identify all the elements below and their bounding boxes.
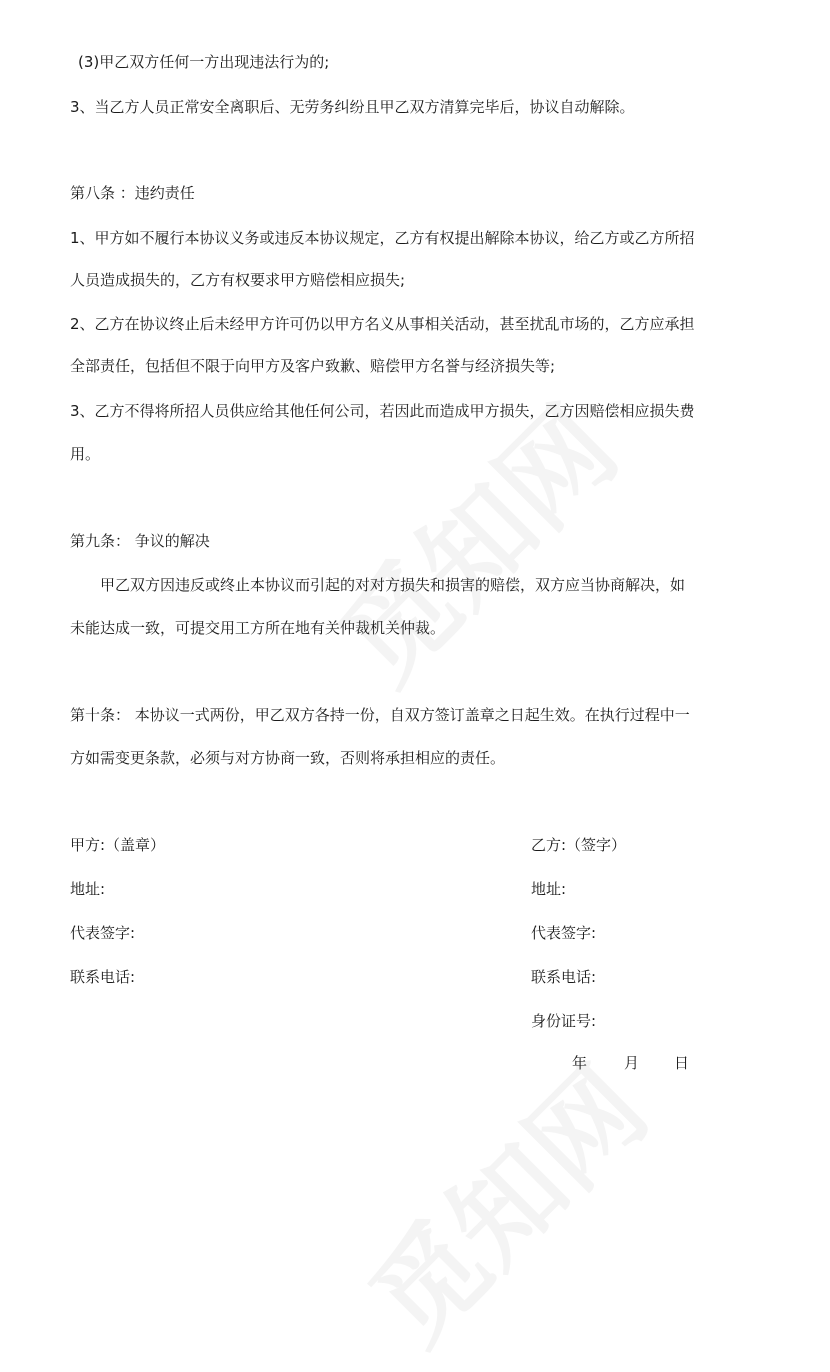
date-day: 日 <box>674 1054 690 1072</box>
clause8-title: 第八条 ：违约责任 <box>70 184 195 202</box>
signing-date <box>572 1052 702 1074</box>
clause8-item1-line1: 1、甲方如不履行本协议义务或违反本协议规定，乙方有权提出解除本协议，给乙方或乙方所招 <box>70 229 695 247</box>
party-b-id-number: 身份证号: <box>531 1012 597 1030</box>
clause9-title: 第九条： 争议的解决 <box>70 532 210 550</box>
clause8-item3-line1: 3、乙方不得将所招人员供应给其他任何公司，若因此而造成甲方损失，乙方因赔偿相应损失费 <box>70 402 695 420</box>
clause8-item2-line1: 2、乙方在协议终止后未经甲方许可仍以甲方名义从事相关活动，甚至扰乱市场的，乙方应承担 <box>70 315 695 333</box>
party-b-address: 地址: <box>531 880 567 898</box>
party-b-phone: 联系电话: <box>531 968 597 986</box>
watermark <box>330 1027 675 1372</box>
party-b-representative: 代表签字: <box>531 924 597 942</box>
party-a-representative: 代表签字: <box>70 924 136 942</box>
party-a-phone: 联系电话: <box>70 968 136 986</box>
clause10-line2: 方如需变更条款，必须与对方协商一致，否则将承担相应的责任。 <box>70 749 506 767</box>
clause10-line1: 第十条： 本协议一式两份，甲乙双方各持一份，自双方签订盖章之日起生效。在执行过程中一 <box>70 706 690 724</box>
clause8-item2-line2: 全部责任，包括但不限于向甲方及客户致歉、赔偿甲方名誉与经济损失等; <box>70 357 556 375</box>
clause7-item3-sub: (3)甲乙双方任何一方出现违法行为的; <box>78 53 330 71</box>
date-month: 月 <box>624 1054 640 1072</box>
clause9-body-line2: 未能达成一致，可提交用工方所在地有关仲裁机关仲裁。 <box>70 619 446 637</box>
clause8-item3-line2: 用。 <box>70 445 101 463</box>
party-a-address: 地址: <box>70 880 106 898</box>
date-year: 年 <box>572 1054 588 1072</box>
party-b-label: 乙方:（签字） <box>531 836 627 854</box>
clause7-item3: 3、当乙方人员正常安全离职后、无劳务纠纷且甲乙双方清算完毕后，协议自动解除。 <box>70 98 635 116</box>
clause8-item1-line2: 人员造成损失的，乙方有权要求甲方赔偿相应损失; <box>70 271 406 289</box>
clause9-body-line1: 甲乙双方因违反或终止本协议而引起的对对方损失和损害的赔偿，双方应当协商解决，如 <box>100 576 686 594</box>
party-a-label: 甲方:（盖章） <box>70 836 166 854</box>
